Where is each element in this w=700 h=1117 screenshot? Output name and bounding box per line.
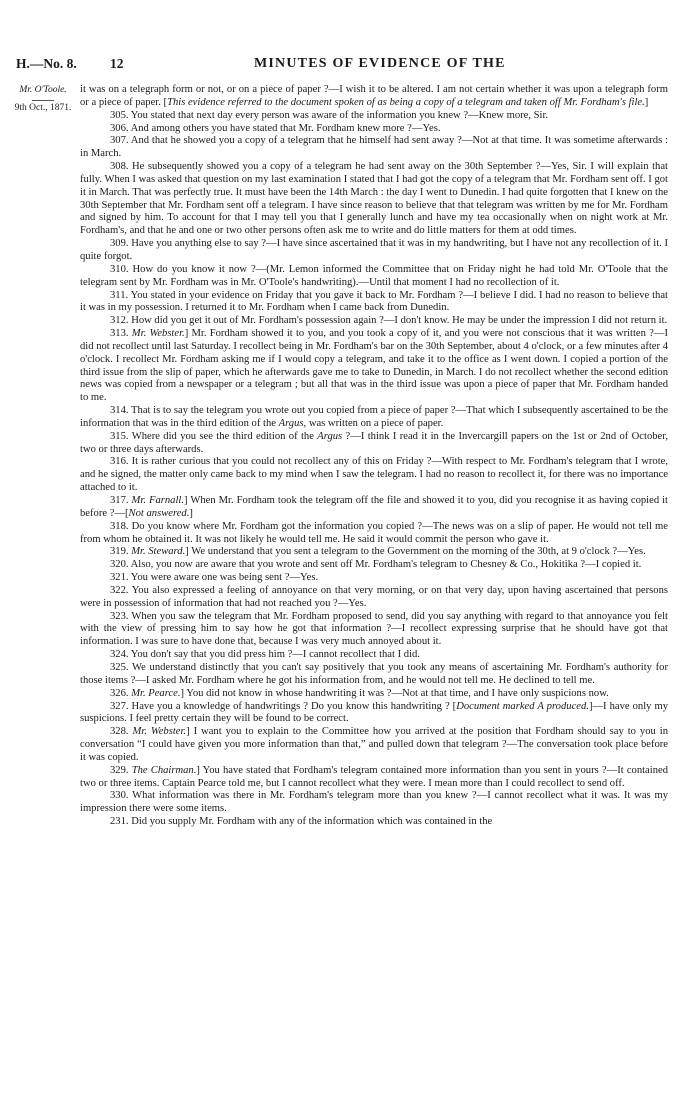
page-number: 12 xyxy=(110,56,124,71)
evidence-question: 329. The Chairman.] You have stated that Fordham's telegram contained more information than you sent in yours ?—It contained two or three items. Captain Pearce told me, but I cannot recollect what they were. I mean more than I could recollect to send off. xyxy=(80,764,668,789)
evidence-text xyxy=(80,84,668,829)
evidence-question: 326. Mr. Pearce.] You did not know in whose handwriting it was ?—Not at that time, and I have only suspicions now. xyxy=(110,687,609,699)
evidence-question: 311. You stated in your evidence on Friday that you gave it back to Mr. Fordham ?—I believe I did. I had no reason to believe that it was in my possession. I returned it to Mr. Fordham when I came back from Dunedin. xyxy=(80,289,668,314)
evidence-continuation: it was on a telegraph form or not, or on a piece of paper ?—I wish it to be altered. I am not certain whether it was upon a telegraph form or a piece of paper. [This evidence referred to the document spoken of as being a copy of a telegram and taken off Mr. Fordham's file.] xyxy=(80,84,668,108)
margin-date: 9th Oct., 1871. xyxy=(14,103,72,113)
evidence-question: 309. Have you anything else to say ?—I have since ascertained that it was in my handwriting, but I have not any recollection of it. I quite forgot. xyxy=(80,238,668,262)
page-header xyxy=(14,56,686,78)
evidence-question: 330. What information was there in Mr. Fordham's telegram more than you knew ?—I cannot recollect what it was. It was my impression there were some items. xyxy=(80,790,668,815)
evidence-question: 325. We understand distinctly that you can't say positively that you took any means of ascertaining Mr. Fordham's authority for those items ?—I asked Mr. Fordham where he got his information from, and he would not tell me. He declined to tell me. xyxy=(80,661,668,686)
evidence-question: 312. How did you get it out of Mr. Fordham's possession again ?—I don't know. He may be under the impression I did not return it. xyxy=(110,315,668,327)
evidence-question: 315. Where did you see the third edition of the Argus ?—I think I read it in the Invercargill papers on the 1st or 2nd of October, two or three days afterwards. xyxy=(80,430,669,455)
evidence-question: 319. Mr. Steward.] We understand that you sent a telegram to the Government on the morning of the 30th, at 9 o'clock ?—Yes. xyxy=(110,546,646,558)
evidence-question: 305. You stated that next day every person was aware of the information you knew ?—Knew more, Sir. xyxy=(110,109,549,121)
evidence-question: 327. Have you a knowledge of handwritings ? Do you know this handwriting ? [Document marked A produced.]—I have only my suspicions. I feel pretty certain they will be found to be correct. xyxy=(80,700,669,725)
evidence-question: 323. When you saw the telegram that Mr. Fordham proposed to send, did you say anything with regard to that annoyance you felt with the view of pressing him to say how he got that information ?—I recollect expressing surprise that he should have got that information. I was sure to have done that, because I was very much annoyed about it. xyxy=(80,610,668,648)
evidence-question: 322. You also expressed a feeling of annoyance on that very morning, or on that very day, upon having ascertained that persons were in possession of information that had not reached you ?—Yes. xyxy=(80,584,668,609)
evidence-question: 313. Mr. Webster.] Mr. Fordham showed it to you, and you took a copy of it, and you were not conscious that it was written ?—I did not recollect until last Saturday. I recollect being in Mr. Fordham's bar on the 30th September, about 4 o'clock, or a few minutes after 4 o'clock. I recollect Mr. Fordham asking me if I would copy a telegram, and take it to the office as I went down. I copied a portion of the third issue from the slip of paper, which he afterwards gave me to take to Dunedin, in March. I do not recollect whether the second edition news was copied from a newspaper or a telegram ; but all that was in the third issue was upon a piece of paper that Mr. Fordham handed to me. xyxy=(80,328,669,404)
evidence-question: 310. How do you know it now ?—(Mr. Lemon informed the Committee that on Friday night he had told Mr. O'Toole that the telegram sent by Mr. Fordham was in Mr. O'Toole's handwriting).—Until that moment I had no recollection of it. xyxy=(80,263,668,288)
evidence-question: 308. He subsequently showed you a copy of a telegram he had sent away on the 30th September ?—Yes, Sir. I will explain that fully. When I was asked that question on my last examination I stated that I had got the copy of a telegram that Mr. Fordham sent off. I got it in March. That was perfectly true. It must have been the 14th March : the day I went to Dunedin. I had quite forgotten that I knew on the 30th September that Mr. Fordham sent off a telegram. I have since reason to believe that that telegram was written by me for Mr. Fordham and signed by him. To account for that I may tell you that I generally lunch and have my tea occasionally when on night work at Mr. Fordham's, and that he and one or two other persons often ask me to write and do little matters for them at odd times. xyxy=(80,161,668,237)
evidence-question: 328. Mr. Webster.] I want you to explain to the Committee how you arrived at the position that Fordham should say to you in conversation “I could have given you more information than that,” and pulled down that telegram ?—The conversation took place before it was copied. xyxy=(80,726,668,763)
series-number: H.—No. 8. xyxy=(16,56,77,71)
evidence-question: 314. That is to say the telegram you wrote out you copied from a piece of paper ?—That which I subsequently ascertained to be the information that was in the third edition of the Argus, was written on a piece of paper. xyxy=(80,405,668,429)
evidence-question: 307. And that he showed you a copy of a telegram that he himself had sent away ?—Not at that time. It was sometime afterwards : in March. xyxy=(80,135,668,160)
running-title: MINUTES OF EVIDENCE OF THE xyxy=(254,56,506,71)
evidence-question: 321. You were aware one was being sent ?—Yes. xyxy=(110,572,319,584)
margin-speaker: Mr. O'Toole. xyxy=(19,85,67,95)
evidence-question: 317. Mr. Farnall.] When Mr. Fordham took the telegram off the file and showed it to you, did you recognise it as having copied it before ?—[Not answered.] xyxy=(80,495,669,519)
evidence-question: 231. Did you supply Mr. Fordham with any of the information which was contained in the xyxy=(110,816,493,828)
evidence-question: 318. Do you know where Mr. Fordham got the information you copied ?—The news was on a slip of paper. He would not tell me from whom he obtained it. It was not likely he would tell me. He said it would commit the person who gave it. xyxy=(80,520,668,545)
evidence-question: 306. And among others you have stated that Mr. Fordham knew more ?—Yes. xyxy=(110,122,441,134)
evidence-question: 320. Also, you now are aware that you wrote and sent off Mr. Fordham's telegram to Chesney & Co., Hokitika ?—I copied it. xyxy=(110,559,642,571)
margin-note xyxy=(10,84,76,115)
evidence-question: 316. It is rather curious that you could not recollect any of this on Friday ?—With respect to Mr. Fordham's telegram that I wrote, and he signed, the matter only came back to my mind when I saw the telegram. I had no reason to recollect it, for there was no importance attached to it. xyxy=(80,456,668,494)
margin-divider xyxy=(32,100,54,101)
evidence-question: 324. You don't say that you did press him ?—I cannot recollect that I did. xyxy=(110,649,420,661)
